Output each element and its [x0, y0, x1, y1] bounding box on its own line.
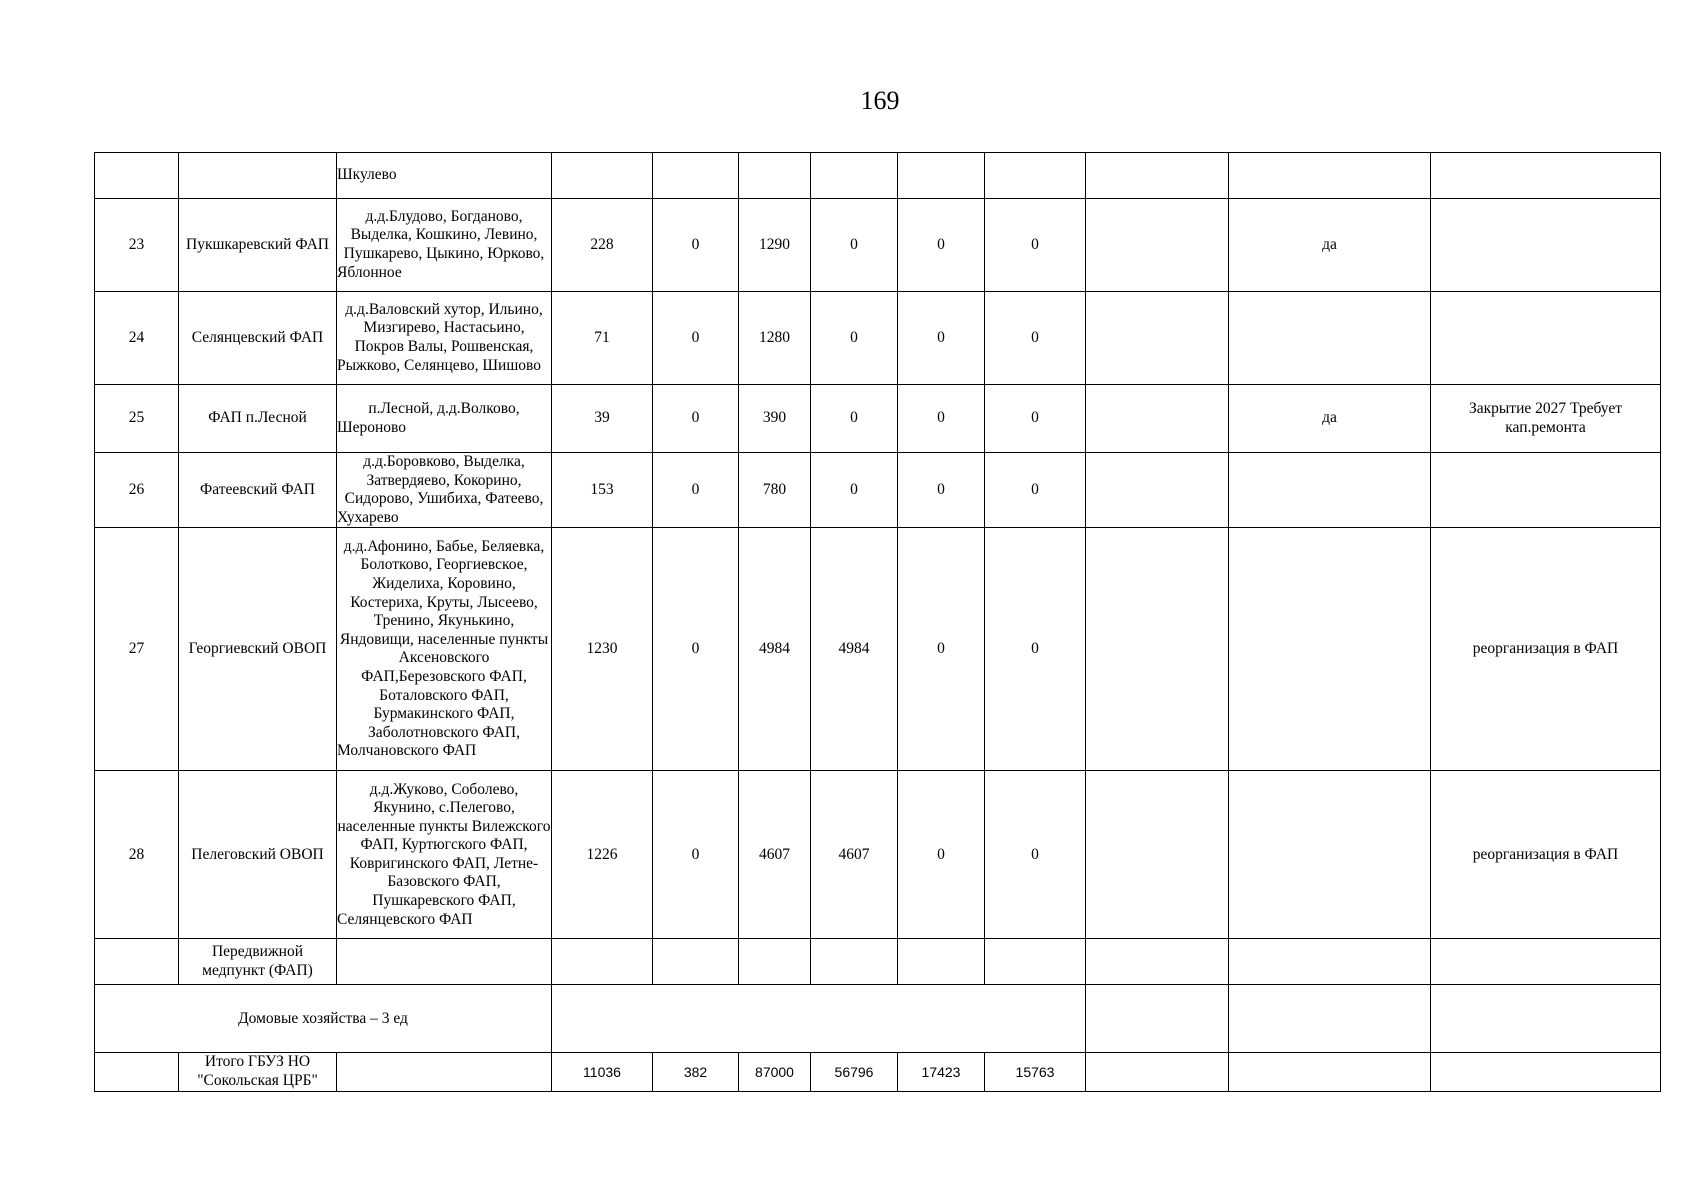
cell-villages: д.д.Валовский хутор, Ильино, Мизгирево, Настасьино, Покров Валы, Рошвенская, Рыжково, Селянцево, Шишово [337, 292, 552, 385]
cell-villages [337, 1053, 552, 1091]
cell-value-6: 0 [985, 292, 1086, 385]
cell-value-2: 0 [653, 453, 739, 528]
cell-value-1 [552, 153, 653, 199]
cell-note [1431, 199, 1661, 292]
cell-value-4: 4607 [811, 771, 898, 939]
total-value-1: 11036 [552, 1053, 653, 1091]
cell-value-6 [985, 153, 1086, 199]
cell-value-4: 0 [811, 385, 898, 453]
cell-name: Пелеговский ОВОП [179, 771, 337, 939]
cell-num: 24 [95, 292, 179, 385]
cell-villages: д.д.Афонино, Бабье, Беляевка, Болотково, Георгиевское, Жиделиха, Коровино, Костериха, Круты, Лысеево, Тренино, Якунькино, Яндовищи, населенные пункты Аксеновского ФАП,Березовского ФАП, Боталовского ФАП, Бурмакинского ФАП, Заболотновского ФАП, Молчановского ФАП [337, 528, 552, 771]
cell-villages: д.д.Боровково, Выделка, Затвердяево, Кокорино, Сидорово, Ушибиха, Фатеево, Хухарево [337, 453, 552, 528]
cell-value-5: 0 [898, 199, 985, 292]
cell-note [1431, 292, 1661, 385]
cell-col-12 [1229, 153, 1431, 199]
cell-col-11 [1086, 199, 1229, 292]
cell-num: 23 [95, 199, 179, 292]
cell-note [1431, 939, 1661, 985]
cell-villages: Шкулево [337, 153, 552, 199]
cell-villages: д.д.Блудово, Богданово, Выделка, Кошкино, Левино, Пушкарево, Цыкино, Юрково, Яблонное [337, 199, 552, 292]
cell-value-5: 0 [898, 771, 985, 939]
table-row-households [95, 985, 1661, 1053]
cell-col-12 [1229, 1053, 1431, 1091]
page-number: 169 [860, 86, 900, 115]
cell-col-11 [1086, 771, 1229, 939]
cell-value-5: 0 [898, 385, 985, 453]
cell-value-2: 0 [653, 385, 739, 453]
cell-col-11 [1086, 453, 1229, 528]
cell-name [179, 153, 337, 199]
cell-num: 27 [95, 528, 179, 771]
cell-note [1431, 453, 1661, 528]
cell-value-6: 0 [985, 453, 1086, 528]
households-label: Домовые хозяйства – 3 ед [95, 985, 552, 1053]
cell-value-2: 0 [653, 292, 739, 385]
cell-value-6 [985, 939, 1086, 985]
cell-col-12 [1229, 985, 1431, 1053]
table-row-total [95, 1053, 1661, 1091]
cell-col-11 [1086, 153, 1229, 199]
facilities-table [94, 152, 1661, 1092]
cell-value-3: 1290 [739, 199, 811, 292]
cell-value-1: 153 [552, 453, 653, 528]
cell-col-11 [1086, 528, 1229, 771]
cell-value-3: 1280 [739, 292, 811, 385]
cell-value-5: 0 [898, 292, 985, 385]
table-row [95, 771, 1661, 939]
cell-value-2: 0 [653, 199, 739, 292]
total-value-4: 56796 [811, 1053, 898, 1091]
cell-num: 25 [95, 385, 179, 453]
cell-value-3: 780 [739, 453, 811, 528]
cell-value-4: 4984 [811, 528, 898, 771]
cell-name: Георгиевский ОВОП [179, 528, 337, 771]
table-row-mobile-fap [95, 939, 1661, 985]
cell-name: Фатеевский ФАП [179, 453, 337, 528]
cell-note [1431, 985, 1661, 1053]
cell-col-12: да [1229, 385, 1431, 453]
cell-col-12 [1229, 292, 1431, 385]
cell-value-4: 0 [811, 199, 898, 292]
cell-col-11 [1086, 292, 1229, 385]
cell-value-1: 228 [552, 199, 653, 292]
table-row [95, 292, 1661, 385]
table-row [95, 528, 1661, 771]
cell-col-12 [1229, 771, 1431, 939]
cell-value-2 [653, 153, 739, 199]
households-values [552, 985, 1086, 1053]
cell-value-3 [739, 939, 811, 985]
table-row [95, 453, 1661, 528]
cell-num [95, 153, 179, 199]
cell-value-5 [898, 939, 985, 985]
cell-villages: п.Лесной, д.д.Волково, Шероново [337, 385, 552, 453]
cell-note: реорганизация в ФАП [1431, 528, 1661, 771]
cell-col-11 [1086, 939, 1229, 985]
cell-value-2 [653, 939, 739, 985]
cell-value-1: 39 [552, 385, 653, 453]
total-value-3: 87000 [739, 1053, 811, 1091]
cell-value-5 [898, 153, 985, 199]
cell-villages: д.д.Жуково, Соболево, Якунино, с.Пелегово, населенные пункты Вилежского ФАП, Куртюгского ФАП, Ковригинского ФАП, Летне-Базовского ФАП, Пушкаревского ФАП, Селянцевского ФАП [337, 771, 552, 939]
total-name: Итого ГБУЗ НО "Сокольская ЦРБ" [179, 1053, 337, 1091]
cell-value-5: 0 [898, 528, 985, 771]
cell-value-5: 0 [898, 453, 985, 528]
total-value-6: 15763 [985, 1053, 1086, 1091]
cell-col-11 [1086, 385, 1229, 453]
cell-name: Передвижной медпункт (ФАП) [179, 939, 337, 985]
cell-value-3 [739, 153, 811, 199]
cell-num [95, 1053, 179, 1091]
cell-value-4 [811, 939, 898, 985]
cell-col-11 [1086, 985, 1229, 1053]
cell-note [1431, 153, 1661, 199]
cell-value-3: 4984 [739, 528, 811, 771]
cell-value-6: 0 [985, 771, 1086, 939]
cell-value-2: 0 [653, 771, 739, 939]
cell-value-1: 71 [552, 292, 653, 385]
cell-value-1 [552, 939, 653, 985]
cell-villages [337, 939, 552, 985]
total-value-5: 17423 [898, 1053, 985, 1091]
cell-col-11 [1086, 1053, 1229, 1091]
cell-name: Селянцевский ФАП [179, 292, 337, 385]
cell-num: 26 [95, 453, 179, 528]
cell-name: Пукшкаревский ФАП [179, 199, 337, 292]
cell-value-3: 4607 [739, 771, 811, 939]
cell-num: 28 [95, 771, 179, 939]
cell-value-2: 0 [653, 528, 739, 771]
cell-note [1431, 1053, 1661, 1091]
cell-col-12 [1229, 453, 1431, 528]
cell-col-12 [1229, 528, 1431, 771]
cell-value-4: 0 [811, 453, 898, 528]
table-row [95, 153, 1661, 199]
cell-value-6: 0 [985, 528, 1086, 771]
cell-num [95, 939, 179, 985]
cell-note: реорганизация в ФАП [1431, 771, 1661, 939]
cell-value-4: 0 [811, 292, 898, 385]
cell-value-3: 390 [739, 385, 811, 453]
cell-value-1: 1230 [552, 528, 653, 771]
cell-value-6: 0 [985, 199, 1086, 292]
total-value-2: 382 [653, 1053, 739, 1091]
cell-value-4 [811, 153, 898, 199]
cell-name: ФАП п.Лесной [179, 385, 337, 453]
cell-value-1: 1226 [552, 771, 653, 939]
table-row [95, 199, 1661, 292]
cell-col-12: да [1229, 199, 1431, 292]
cell-value-6: 0 [985, 385, 1086, 453]
cell-col-12 [1229, 939, 1431, 985]
cell-note: Закрытие 2027 Требует кап.ремонта [1431, 385, 1661, 453]
table-row [95, 385, 1661, 453]
